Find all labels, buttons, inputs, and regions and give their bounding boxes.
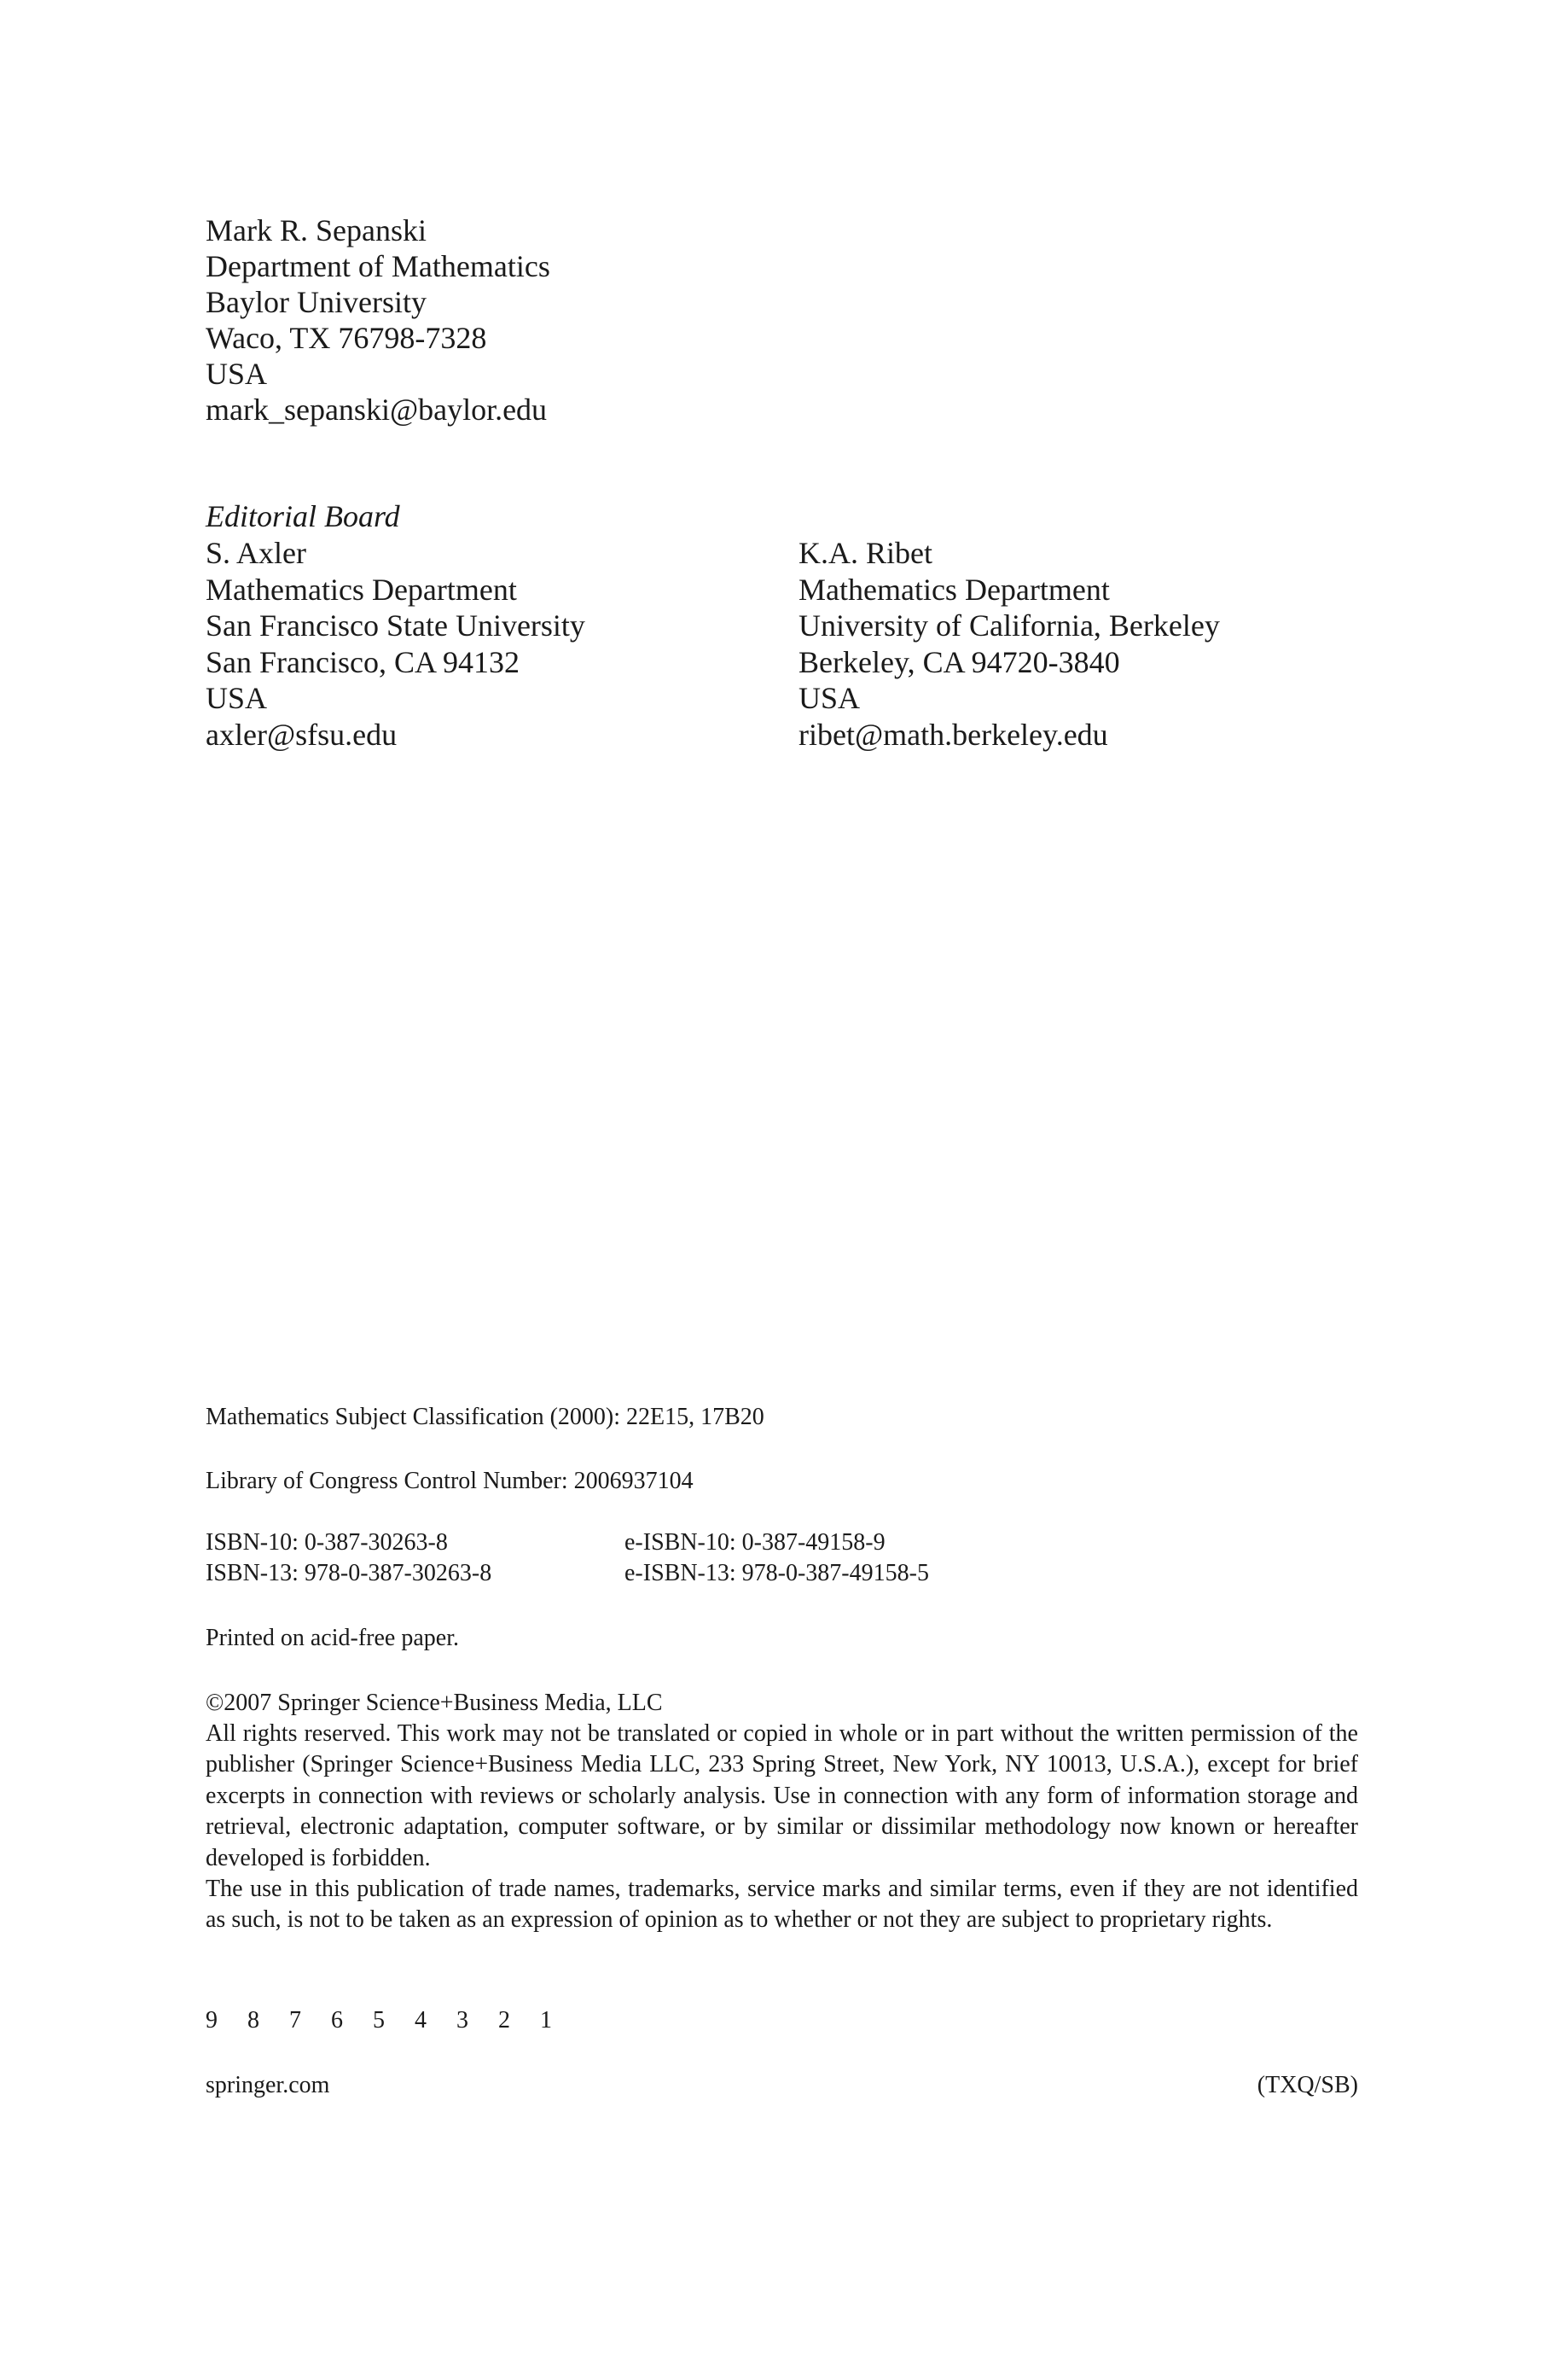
editor-left-country: USA: [206, 681, 268, 715]
editor-left-institution: San Francisco State University: [206, 608, 585, 643]
printing-line: 9 8 7 6 5 4 3 2 1: [206, 2007, 564, 2033]
copyright-line: ©2007 Springer Science+Business Media, LLC: [206, 1690, 663, 1716]
editor-left: [206, 535, 585, 753]
author-institution: Baylor University: [206, 285, 427, 319]
isbn-13: ISBN-13: 978-0-387-30263-8: [206, 1560, 492, 1586]
editor-right-name: K.A. Ribet: [799, 536, 932, 570]
e-isbn-10: e-ISBN-10: 0-387-49158-9: [624, 1529, 886, 1556]
editor-left-email: axler@sfsu.edu: [206, 717, 398, 752]
paper-note: Printed on acid-free paper.: [206, 1625, 459, 1651]
publisher-website: springer.com: [206, 2072, 330, 2098]
author-email: mark_sepanski@baylor.edu: [206, 393, 548, 427]
editor-right-country: USA: [799, 681, 861, 715]
rights-paragraph-reserved: All rights reserved. This work may not be translated or copied in whole or in part without the written permission of the publisher (Springer Science+Business Media LLC, 233 Spring Street, New York, NY 10013, U.S.A.), except for brief excerpts in connection with reviews or scholarly analysis. Use in connection with any form of information storage and retrieval, electronic adaptation, computer software, or by similar or dissimilar methodology now known or hereafter developed is forbidden.: [206, 1720, 1358, 1871]
editor-left-name: S. Axler: [206, 536, 307, 570]
rights-statement: [206, 1719, 1358, 1936]
isbn-electronic: [624, 1527, 929, 1589]
author-country: USA: [206, 357, 268, 391]
author-department: Department of Mathematics: [206, 249, 550, 283]
editor-left-department: Mathematics Department: [206, 572, 517, 607]
editor-right-email: ribet@math.berkeley.edu: [799, 717, 1108, 752]
isbn-10: ISBN-10: 0-387-30263-8: [206, 1529, 448, 1556]
editor-left-city: San Francisco, CA 94132: [206, 644, 520, 679]
library-of-congress-number: Library of Congress Control Number: 2006937104: [206, 1468, 694, 1494]
editor-right-institution: University of California, Berkeley: [799, 608, 1220, 643]
subject-classification: Mathematics Subject Classification (2000): 22E15, 17B20: [206, 1404, 764, 1430]
author-address: [206, 212, 550, 428]
rights-paragraph-trademarks: The use in this publication of trade names, trademarks, service marks and similar terms, even if they are not identified as such, is not to be taken as an expression of opinion as to whether or not they are subject to proprietary rights.: [206, 1876, 1358, 1934]
author-city: Waco, TX 76798-7328: [206, 321, 487, 355]
editor-right: [799, 535, 1220, 753]
editor-right-department: Mathematics Department: [799, 572, 1110, 607]
e-isbn-13: e-ISBN-13: 978-0-387-49158-5: [624, 1560, 929, 1586]
isbn-print: [206, 1527, 491, 1589]
editorial-board-heading: Editorial Board: [206, 499, 400, 533]
editor-right-city: Berkeley, CA 94720-3840: [799, 644, 1120, 679]
author-name: Mark R. Sepanski: [206, 213, 427, 247]
printer-code: (TXQ/SB): [1257, 2072, 1358, 2098]
